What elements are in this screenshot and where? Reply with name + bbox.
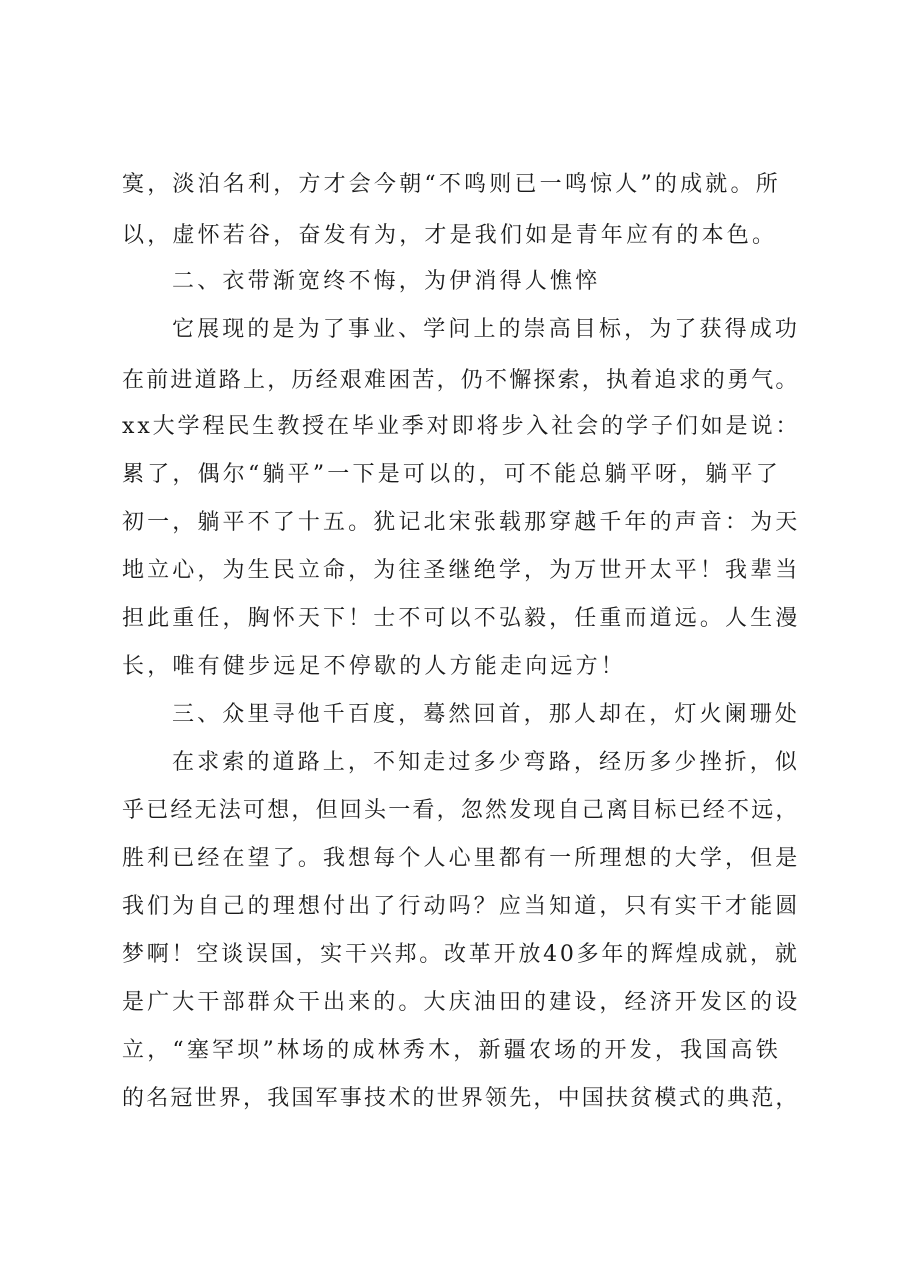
text-line: 胜利已经在望了。我想每个人心里都有一所理想的大学，但是: [122, 846, 801, 871]
text-line: 我们为自己的理想付出了行动吗？应当知道，只有实干才能圆: [122, 894, 801, 919]
text-line: 的名冠世界，我国军事技术的世界领先，中国扶贫模式的典范，: [122, 1086, 800, 1111]
text-line: 寞，淡泊名利，方才会今朝“不鸣则已一鸣惊人”的成就。所: [122, 172, 781, 197]
text-line: 在求索的道路上，不知走过多少弯路，经历多少挫折，似: [172, 750, 801, 775]
text-line: 立，“塞罕坝”林场的成林秀木，新疆农场的开发，我国高铁: [122, 1038, 781, 1063]
text-line: 初一，躺平不了十五。犹记北宋张载那穿越千年的声音：为天: [122, 510, 801, 535]
text-line: 累了，偶尔“躺平”一下是可以的，可不能总躺平呀，躺平了: [122, 462, 781, 487]
text-line: 长，唯有健步远足不停歇的人方能走向远方！: [122, 654, 627, 679]
text-line: 担此重任，胸怀天下！士不可以不弘毅，任重而道远。人生漫: [122, 606, 801, 631]
text-line: xx大学程民生教授在毕业季对即将步入社会的学子们如是说：: [122, 414, 801, 439]
text-line: 乎已经无法可想，但回头一看，忽然发现自己离目标已经不远，: [122, 798, 800, 823]
text-line: 它展现的是为了事业、学问上的崇高目标，为了获得成功: [172, 317, 801, 342]
text-line: 在前进道路上，历经艰难困苦，仍不懈探索，执着追求的勇气。: [122, 368, 800, 393]
section-heading-2: 二、衣带渐宽终不悔，为伊消得人憔悴: [172, 269, 601, 294]
section-heading-3: 三、众里寻他千百度，蓦然回首，那人却在，灯火阑珊处: [172, 702, 801, 727]
text-line: 以，虚怀若谷，奋发有为，才是我们如是青年应有的本色。: [122, 223, 778, 248]
text-line: 梦啊！空谈误国，实干兴邦。改革开放40多年的辉煌成就，就: [122, 942, 800, 967]
text-line: 地立心，为生民立命，为往圣继绝学，为万世开太平！我辈当: [122, 558, 801, 583]
text-line: 是广大干部群众干出来的。大庆油田的建设，经济开发区的设: [122, 990, 801, 1015]
